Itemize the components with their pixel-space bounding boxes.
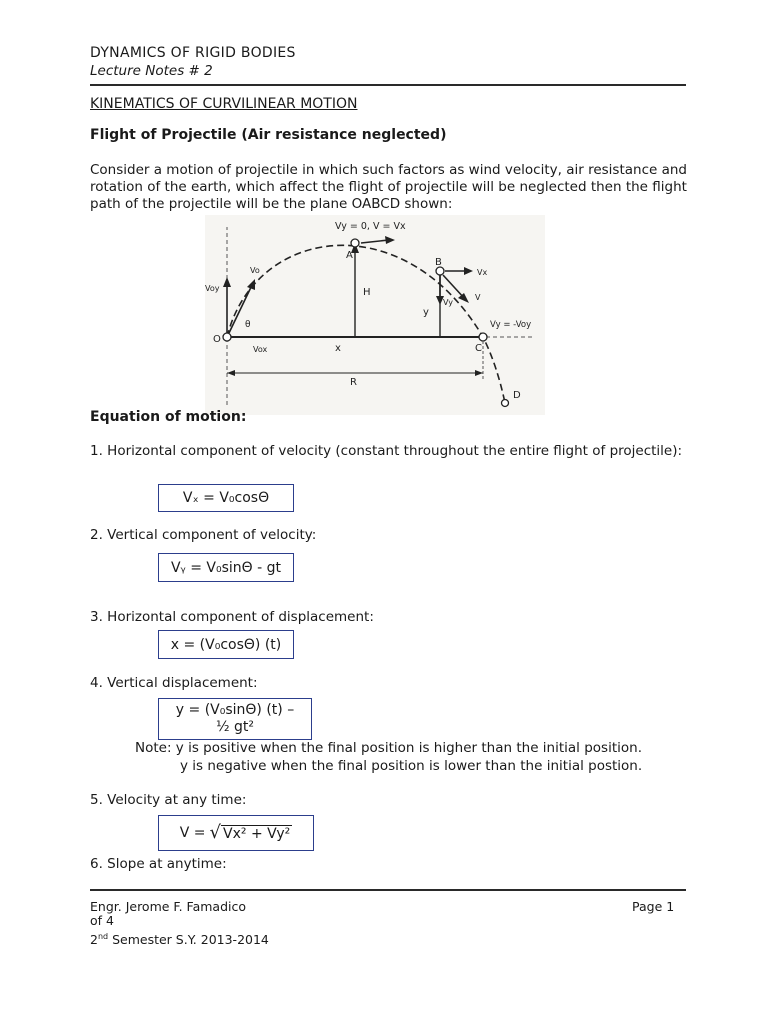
- label-vx: Vx: [477, 268, 488, 277]
- footer-divider: [90, 889, 686, 891]
- footer-page-of: of 4: [90, 913, 114, 928]
- label-a: A: [346, 250, 353, 261]
- point-b: [436, 267, 444, 275]
- label-h: H: [363, 287, 371, 298]
- equation-5-label: 5. Velocity at any time:: [90, 792, 247, 808]
- label-c: C: [475, 343, 482, 354]
- label-voy: Voy: [205, 284, 220, 293]
- label-r: R: [350, 377, 357, 388]
- footer-semester-ordinal: 2: [90, 932, 98, 948]
- projectile-diagram: [205, 215, 545, 415]
- label-y: y: [423, 307, 429, 318]
- equation-2-label: 2. Vertical component of velocity:: [90, 527, 317, 543]
- label-vox: Vox: [253, 345, 268, 354]
- point-o: [223, 333, 231, 341]
- equation-1-formula: Vₓ = V₀cosΘ: [182, 490, 270, 506]
- diagram-background: [205, 215, 545, 415]
- equation-1-box: [158, 484, 294, 512]
- footer-author: Engr. Jerome F. Famadico: [90, 899, 247, 914]
- label-x: x: [335, 343, 341, 354]
- equation-6-label: 6. Slope at anytime:: [90, 856, 227, 872]
- label-o: O: [213, 334, 221, 345]
- equation-3-label: 3. Horizontal component of displacement:: [90, 609, 374, 625]
- equation-5-box: [158, 815, 314, 851]
- equation-2-formula: Vᵧ = V₀sinΘ - gt: [170, 559, 282, 576]
- label-b: B: [435, 257, 442, 268]
- equation-4-formula-line2: ½ gt²: [215, 719, 254, 735]
- sqrt-wrapper: [210, 824, 293, 842]
- lecture-subtitle: Lecture Notes # 2: [90, 63, 213, 79]
- point-a: [351, 239, 359, 247]
- label-vy-c: Vy = -Voy: [490, 320, 532, 330]
- label-theta: θ: [245, 320, 251, 330]
- subheading: Flight of Projectile (Air resistance neglected): [90, 127, 447, 143]
- apex-label: Vy = 0, V = Vx: [335, 221, 406, 232]
- equation-4-label: 4. Vertical displacement:: [90, 675, 258, 691]
- label-v: V: [475, 293, 481, 302]
- document-title: DYNAMICS OF RIGID BODIES: [90, 45, 296, 61]
- equation-3-formula: x = (V₀cosΘ) (t): [170, 636, 282, 653]
- equation-5-radicand: Vx² + Vy²: [223, 826, 291, 842]
- note-line-2: y is negative when the final position is lower than the initial postion.: [180, 758, 643, 774]
- equation-3-box: [158, 630, 294, 659]
- point-d: [502, 400, 509, 407]
- equation-1-label: 1. Horizontal component of velocity (constant throughout the entire flight of projectile):: [90, 443, 683, 459]
- footer-semester-rest: Semester S.Y. 2013-2014: [108, 932, 269, 948]
- equation-2-box: [158, 553, 294, 582]
- sqrt-symbol: √: [209, 822, 222, 843]
- footer-semester-suffix: nd: [97, 932, 109, 941]
- label-d: D: [513, 390, 521, 401]
- section-title: KINEMATICS OF CURVILINEAR MOTION: [90, 96, 358, 112]
- footer-page-number: Page 1: [632, 899, 675, 914]
- equation-4-box: [158, 698, 312, 740]
- header-divider: [90, 84, 686, 86]
- equation-4-formula-line1: y = (V₀sinΘ) (t) –: [175, 702, 295, 718]
- equation-5-prefix: V =: [179, 825, 206, 841]
- note-line-1: Note: y is positive when the final position is higher than the initial position.: [135, 740, 642, 756]
- footer-semester: [90, 930, 269, 947]
- label-vo: Vo: [250, 266, 260, 275]
- intro-paragraph: Consider a motion of projectile in which such factors as wind velocity, air resistance and rotation of the earth, which affect the flight of projectile will be neglected then the flight path of the projectile will be the plane OABCD shown:: [90, 162, 688, 212]
- label-vy: Vy: [443, 298, 453, 307]
- equations-heading: Equation of motion:: [90, 409, 247, 425]
- point-c: [479, 333, 487, 341]
